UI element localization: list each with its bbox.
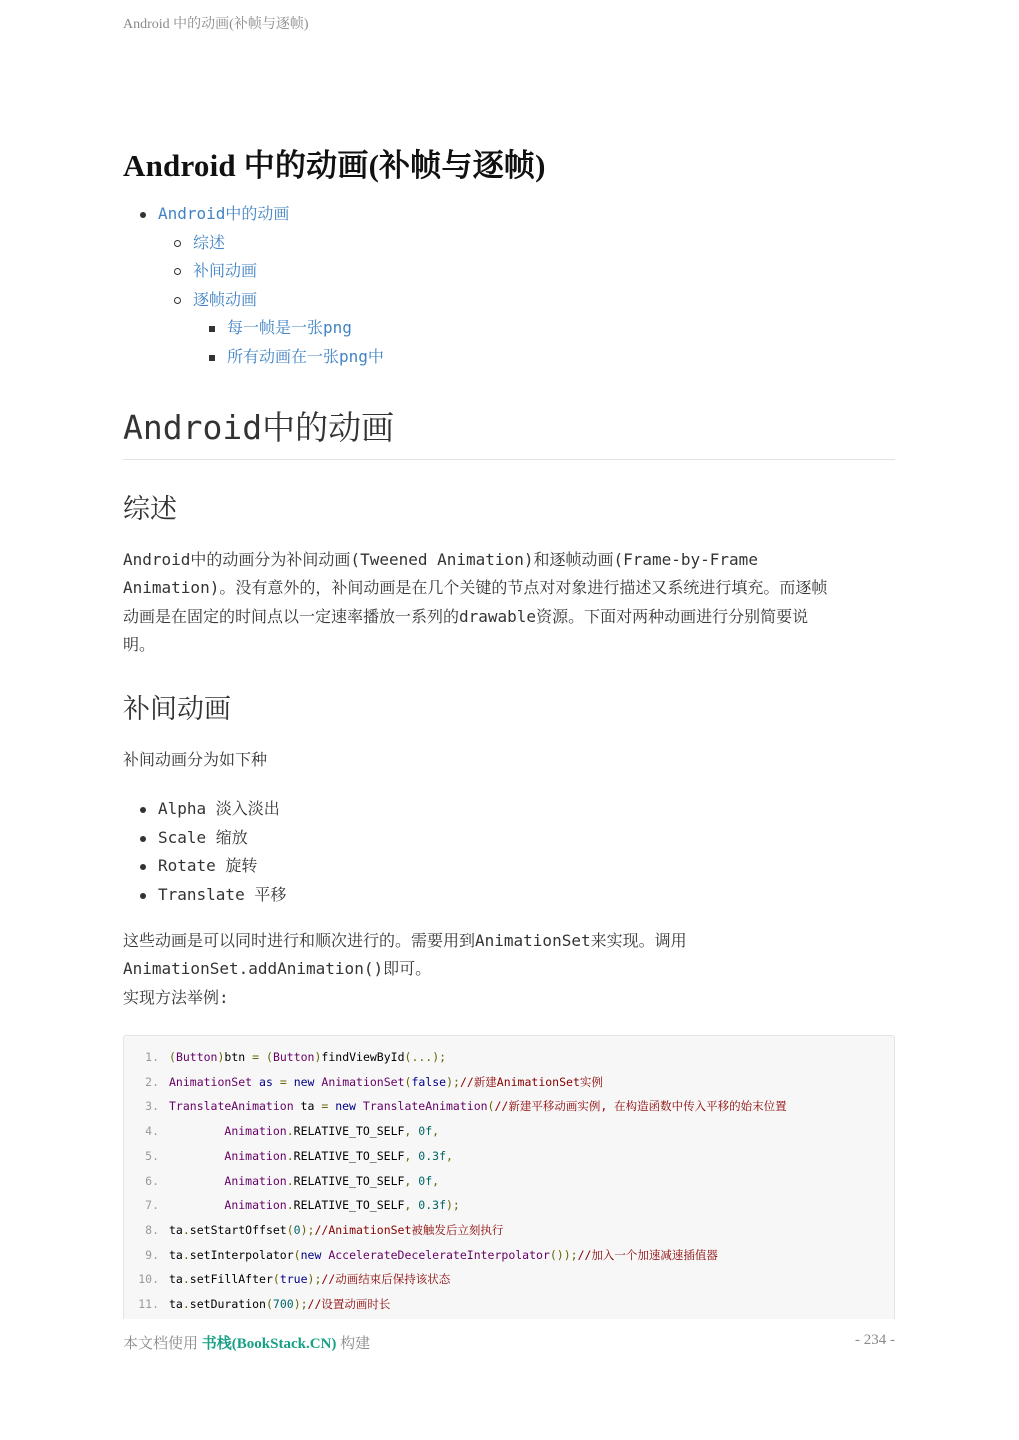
code-token bbox=[169, 1124, 224, 1138]
footer-prefix: 本文档使用 bbox=[123, 1336, 202, 1352]
code-token: . bbox=[182, 1297, 190, 1311]
code-token: ( bbox=[286, 1222, 294, 1237]
code-token: //加入一个加速减速插值器 bbox=[577, 1247, 718, 1262]
code-token: Animation bbox=[224, 1124, 287, 1139]
code-token: . bbox=[286, 1198, 294, 1213]
list-item-text: Translate 平移 bbox=[158, 884, 287, 904]
toc-link[interactable]: 所有动画在一张png中 bbox=[227, 346, 384, 366]
code-token bbox=[169, 1198, 224, 1212]
code-token: true bbox=[279, 1272, 308, 1287]
code-token: ); bbox=[446, 1074, 460, 1089]
code-line bbox=[124, 1094, 787, 1119]
list-item-text: Alpha 淡入淡出 bbox=[158, 799, 280, 818]
list-item-text: Scale 缩放 bbox=[158, 827, 248, 847]
line-number: 4. bbox=[145, 1124, 159, 1139]
code-token: setStartOffset bbox=[189, 1222, 287, 1237]
code-line bbox=[124, 1070, 603, 1095]
code-line bbox=[124, 1292, 390, 1317]
code-token: ) bbox=[217, 1050, 225, 1064]
code-token: //动画结束后保持该状态 bbox=[321, 1272, 451, 1287]
code-token: (...); bbox=[404, 1050, 447, 1064]
line-number: 3. bbox=[145, 1099, 159, 1114]
code-token: AnimationSet bbox=[321, 1074, 405, 1089]
code-token bbox=[356, 1099, 363, 1113]
code-token: . bbox=[182, 1222, 190, 1237]
toc-item bbox=[123, 257, 895, 286]
bullet-icon bbox=[209, 326, 215, 332]
code-token bbox=[273, 1075, 280, 1089]
code-token: new bbox=[293, 1074, 315, 1089]
code-token: RELATIVE_TO_SELF bbox=[293, 1173, 405, 1188]
bullet-icon bbox=[209, 355, 215, 361]
bullet-icon bbox=[140, 893, 146, 899]
toc-link[interactable]: Android中的动画 bbox=[158, 204, 290, 223]
overview-line: 动画是在固定的时间点以一定速率播放一系列的drawable资源。下面对两种动画进行分别简要说 bbox=[123, 606, 809, 626]
list-item bbox=[123, 824, 286, 853]
code-token: , bbox=[404, 1173, 412, 1188]
paragraph-line: 实现方法举例: bbox=[123, 987, 229, 1007]
paragraph-line: AnimationSet.addAnimation()即可。 bbox=[123, 959, 432, 979]
code-token: ); bbox=[293, 1297, 308, 1311]
code-token: = bbox=[252, 1050, 260, 1064]
code-token: . bbox=[286, 1173, 294, 1188]
code-token: new bbox=[300, 1247, 322, 1262]
page-number: - 234 - bbox=[855, 1332, 895, 1348]
code-token: //新建AnimationSet实例 bbox=[459, 1074, 603, 1089]
toc-link[interactable]: 逐帧动画 bbox=[193, 289, 258, 309]
code-token: ( bbox=[265, 1297, 273, 1311]
line-number: 10. bbox=[138, 1272, 159, 1287]
code-token bbox=[259, 1050, 266, 1064]
line-number: 11. bbox=[138, 1297, 159, 1311]
code-token: setInterpolator bbox=[189, 1247, 294, 1262]
code-token: 0f bbox=[418, 1124, 433, 1139]
code-token: = bbox=[321, 1099, 329, 1114]
list-item bbox=[123, 795, 286, 824]
toc-link[interactable]: 每一帧是一张png bbox=[227, 318, 352, 337]
code-token: ( bbox=[487, 1099, 495, 1114]
code-token: , bbox=[404, 1198, 412, 1213]
code-block bbox=[123, 1035, 895, 1319]
code-token: Button bbox=[175, 1050, 218, 1064]
code-token: new bbox=[335, 1099, 356, 1114]
code-token: Animation bbox=[224, 1173, 287, 1188]
code-token bbox=[169, 1149, 224, 1163]
line-number: 5. bbox=[145, 1148, 159, 1163]
code-token: TranslateAnimation bbox=[362, 1099, 488, 1114]
code-token: setDuration bbox=[189, 1297, 266, 1311]
toc-item bbox=[123, 200, 895, 229]
code-token: 0f bbox=[418, 1173, 433, 1188]
code-token: ); bbox=[300, 1222, 315, 1237]
list-item bbox=[123, 881, 286, 910]
bullet-icon bbox=[140, 864, 146, 870]
code-line bbox=[124, 1045, 446, 1070]
code-token: , bbox=[432, 1173, 440, 1188]
code-token: = bbox=[279, 1074, 287, 1089]
code-token: 0 bbox=[293, 1222, 301, 1237]
code-token: ( bbox=[272, 1272, 280, 1287]
list-item-text: Rotate 旋转 bbox=[158, 856, 258, 875]
code-line bbox=[124, 1169, 439, 1194]
code-token: ta bbox=[293, 1099, 322, 1114]
footer-credit bbox=[123, 1332, 370, 1353]
code-token: ta bbox=[169, 1272, 183, 1287]
overview-paragraph bbox=[123, 546, 895, 659]
code-token: . bbox=[182, 1272, 190, 1287]
line-number: 7. bbox=[145, 1198, 159, 1213]
code-token: AnimationSet bbox=[169, 1074, 253, 1089]
line-number: 2. bbox=[145, 1074, 159, 1089]
code-token: //设置动画时长 bbox=[307, 1297, 391, 1311]
code-token: ); bbox=[307, 1272, 322, 1287]
code-token: TranslateAnimation bbox=[169, 1099, 294, 1114]
toc-link[interactable]: 综述 bbox=[193, 232, 226, 252]
overview-line: Android中的动画分为补间动画(Tweened Animation)和逐帧动画(Frame-by-Frame bbox=[123, 550, 758, 569]
code-token: 0.3f bbox=[418, 1148, 446, 1163]
tween-intro: 补间动画分为如下种 bbox=[123, 750, 268, 769]
line-number: 6. bbox=[145, 1173, 159, 1188]
code-token bbox=[169, 1174, 224, 1188]
code-token: ta bbox=[169, 1247, 183, 1262]
code-token: ta bbox=[169, 1297, 183, 1311]
toc-item bbox=[123, 343, 895, 372]
code-token: false bbox=[411, 1074, 447, 1089]
code-token: 700 bbox=[272, 1297, 294, 1311]
bullet-icon bbox=[174, 268, 181, 275]
code-token: //新建平移动画实例, 在构造函数中传入平移的始末位置 bbox=[494, 1099, 787, 1114]
footer-suffix: 构建 bbox=[336, 1336, 371, 1352]
paragraph-line: 这些动画是可以同时进行和顺次进行的。需要用到AnimationSet来实现。调用 bbox=[123, 931, 687, 950]
code-token: . bbox=[286, 1148, 294, 1163]
code-token bbox=[252, 1075, 259, 1089]
tween-types-list bbox=[123, 795, 286, 909]
code-token: ()); bbox=[549, 1247, 578, 1262]
code-token: ); bbox=[446, 1198, 460, 1213]
code-token: setFillAfter bbox=[189, 1272, 273, 1287]
code-line bbox=[124, 1267, 450, 1292]
code-line bbox=[124, 1193, 460, 1218]
code-token: ) bbox=[314, 1050, 322, 1064]
footer-brand-link[interactable]: 书栈(BookStack.CN) bbox=[201, 1336, 337, 1352]
toc-item bbox=[123, 229, 895, 258]
code-token: as bbox=[259, 1074, 273, 1089]
bullet-icon bbox=[140, 212, 146, 218]
code-token: , bbox=[432, 1124, 440, 1139]
document-title: Android 中的动画(补帧与逐帧) bbox=[123, 148, 546, 183]
code-token: , bbox=[404, 1148, 412, 1163]
code-line bbox=[124, 1218, 503, 1243]
code-token: RELATIVE_TO_SELF bbox=[293, 1124, 405, 1139]
overview-line: Animation)。没有意外的，补间动画是在几个关键的节点对对象进行描述又系统进行填充。而逐帧 bbox=[123, 578, 828, 598]
code-token: , bbox=[404, 1124, 412, 1139]
running-header: Android 中的动画(补帧与逐帧) bbox=[123, 17, 309, 32]
bullet-icon bbox=[140, 807, 146, 813]
table-of-contents bbox=[123, 200, 895, 371]
list-item bbox=[123, 852, 286, 881]
code-token bbox=[287, 1075, 294, 1089]
code-token: ( bbox=[293, 1247, 301, 1262]
code-token: Animation bbox=[224, 1198, 287, 1213]
code-token: 0.3f bbox=[418, 1198, 446, 1213]
heading-divider bbox=[123, 459, 895, 460]
tween-after-paragraph bbox=[123, 927, 895, 1012]
code-token: ta bbox=[169, 1222, 183, 1237]
bullet-icon bbox=[140, 836, 146, 842]
code-token: RELATIVE_TO_SELF bbox=[293, 1148, 405, 1163]
line-number: 8. bbox=[145, 1222, 159, 1237]
code-token: AccelerateDecelerateInterpolator bbox=[328, 1247, 550, 1262]
code-token: . bbox=[286, 1124, 294, 1139]
tween-heading: 补间动画 bbox=[123, 694, 231, 725]
line-number: 1. bbox=[145, 1050, 159, 1064]
code-line bbox=[124, 1243, 718, 1268]
code-token: Button bbox=[272, 1050, 315, 1064]
section-heading: Android中的动画 bbox=[123, 408, 395, 447]
code-token: ( bbox=[404, 1074, 412, 1089]
toc-item bbox=[123, 314, 895, 343]
code-token: . bbox=[182, 1247, 190, 1262]
bullet-icon bbox=[174, 297, 181, 304]
code-token: ( bbox=[169, 1050, 176, 1064]
code-token: , bbox=[446, 1148, 453, 1163]
code-line bbox=[124, 1144, 453, 1169]
code-token: ( bbox=[266, 1050, 273, 1064]
code-token: Animation bbox=[224, 1148, 287, 1163]
code-line bbox=[124, 1119, 439, 1144]
toc-link[interactable]: 补间动画 bbox=[193, 261, 258, 280]
overview-heading: 综述 bbox=[123, 494, 177, 525]
code-token: //AnimationSet被触发后立刻执行 bbox=[314, 1222, 504, 1237]
code-token: findViewById bbox=[321, 1050, 405, 1064]
bullet-icon bbox=[174, 240, 181, 247]
line-number: 9. bbox=[145, 1247, 159, 1262]
code-token: btn bbox=[224, 1050, 253, 1064]
code-token: RELATIVE_TO_SELF bbox=[293, 1198, 405, 1213]
toc-item bbox=[123, 286, 895, 315]
overview-line: 明。 bbox=[123, 634, 156, 654]
